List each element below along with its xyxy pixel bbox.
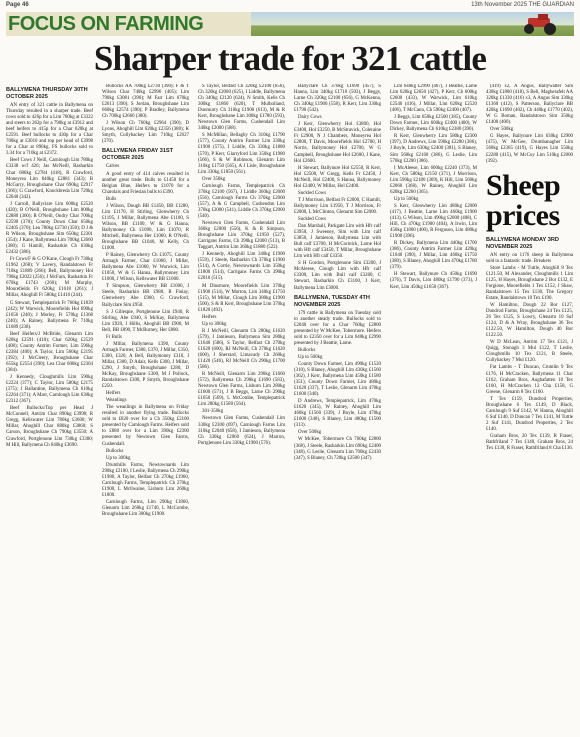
article-paragraph: H Stewart, Ballynure Ch 450kg £1690 (376), T Davis, Lim 480kg £1790 (373), J Kerr, Lim 450kg £1650 (367). bbox=[390, 272, 477, 290]
article-paragraph: Up to 500kg bbox=[298, 354, 323, 360]
article-paragraph: Bulls bbox=[106, 196, 117, 202]
article-paragraph: Over 350kg bbox=[202, 176, 226, 182]
section-label-part2: FARMING bbox=[114, 13, 204, 35]
article-paragraph: J Millar, Ballymena £390, County Armagh Farmer, £380, £370, J Millar, £350, £300, £320, A Bell, Ballymoney £310, J Millar, £300, D Adair, Kells £300, J Millar, £290, J Smyth, Broughshane £280, D McKay, Broughshane £300, M J Pollock, Randalstown £300, P Smyth, Broughshane £250. bbox=[102, 341, 189, 390]
article-paragraph: Carnlough Farms, Lim 290kg £1860, Glenarm Lim 260kg £1740, L McCombe, Broughshane Lim 300kg £1900. bbox=[102, 499, 189, 518]
article-paragraph: W McKee, Tobermore Ch 760kg £2800 (368), J Steele, Rasharkin Lim 690kg £2400 (348), G Leslie, Glenarm Lim 700kg £2430 (347), S Blaney, Ch 720kg £2500 (347). bbox=[294, 437, 381, 461]
article-paragraph: J Wilson Ch 760kg £2964 (390); D Lyons, Ahoghill Lim 620kg £2356 (380); K Smyth, Cullybackey Lim 710kg £2627 (370). bbox=[102, 121, 189, 145]
article-paragraph: W Hamilton, Dough 22 Bor £127, Dundrod Farms, Broughshane 24 Tex £125, 26 Tex £125, S Lowry, Glenarm 10 Suf £124, D & A Wray, Broughshane 36 Tex £122.50, W Hamilton, Dough 40 Bor £122.50. bbox=[486, 302, 573, 339]
article-paragraph: T Simpson, Glenwherry BB £1000, J Steele, Rasharkin BB £980, R Finlay, Glenwherry Abe £960, G Crawford, Ballyclare Sim £950. bbox=[102, 284, 189, 308]
article-paragraph: 301-350kg bbox=[202, 409, 224, 415]
article-paragraph: (419) x2, A Angus, Ballywalter Sim 430kg £1800 (418), S Bell, Magherafelt AA 320kg £1330 (416) x3, A Angus Sim 330kg £1360 (412), S Patterson, Ballyclare BB 420kg £1690 (402), Ch 440kg £1770 (402), W G Boman, Randalstown Sim 350kg £1400 (400). bbox=[486, 84, 573, 126]
tractor-icon bbox=[522, 16, 558, 34]
market-report-subheading: BALLYMENA, TUESDAY 4TH NOVEMBER 2025 bbox=[294, 294, 370, 308]
article-paragraph: Ballyclare Ch 370kg £1690 (457), S Hanna, Lim 340kg £1710 (503), J Beggs, Larne Ch 320kg £2100 (656), G McKenna, Ch 340kg £1900 (558), R Kerr, Lim 330kg £1790 (542). bbox=[294, 84, 381, 114]
article-paragraph: Over 500kg bbox=[298, 430, 322, 436]
article-paragraph: The weanlings in Ballymena on Friday resulted in another flying trade. Bullocks sold to £820 over for a Ch 350kg £2100 presented by Carnlough Farms. Heifers sold to £880 over for a Lim 390kg £2300 presented by Newtown Glen Farms, Cushendall. bbox=[102, 405, 189, 447]
article-paragraph: Dan Marshall, Parkgate Lim with Hfr calf £3950, J Sweeney, Sim with Lim calf £3850, J Jamieson, Ballymena Lim with Bull calf £3700, H McCormick, Larne Hol with Hfr calf £3450, T Millar, Broughshane Lim with Hfr calf £3350. bbox=[294, 224, 381, 260]
article-columns bbox=[6, 84, 573, 729]
market-report-subheading: BALLYMENA FRIDAY 31ST OCTOBER 2025 bbox=[102, 148, 174, 162]
page-headline: Sharper trade for 321 cattle bbox=[93, 39, 487, 78]
article-paragraph: Heifers bbox=[202, 314, 217, 320]
article-paragraph: Beef Bullocks/Top per Head J McConnell, Antrim Char 890kg £3998; R Gregg, Kellswater Lim 780kg £3600; W Millar, Ahoghill Char 880kg £3860; S Carson, Broughshane Ch 790kg £3550; A Crawford, Portglenone Lim 730kg £3380; M Hill, Ballymena Ch 840kg £3690. bbox=[6, 406, 93, 448]
article-paragraph: Newtown Glen Farms, Cushendall Lim 330kg £2300 (697), Carnlough Farms Lim 310kg £2040 (658), I Jamieson, Ballymena Ch 330kg £2060 (624), J Marron, Portglenone Lim 330kg £1900 (576). bbox=[198, 416, 285, 446]
article-paragraph: Over 500kg bbox=[490, 127, 514, 133]
article-paragraph: J Carroll, Ballyclare Lim 600kg £2520 (420); B O'Neill, Broughshane Lim 800kg £2880 (360); R O'Neill, Ondry Char 700kg £2590 (370); County Down Char 650kg £2405 (370); Lea 780kg £2730 (350); D J & R Wilson, Broughshane Sim 650kg £2301 (354); J Kane, Ballymena Lim 700kg £2660 (380); G Hamill, Rasharkin Ch 630kg £2432 (386). bbox=[6, 201, 93, 256]
article-paragraph: S H Gordon, Portglenone Sim £3200, J McAleese, Clough Lim with Hfr calf £3300, Lim with Bull calf £3200, C Stewart, Rasharkin Ch £3100, J Kerr, Ballymena Lim £3000. bbox=[294, 261, 381, 291]
article-paragraph: Carnlough Farms, Templepatrick Ch 370kg £2100 (567), J Liddle 360kg £2000 (556), Carnlough Farms Ch 370kg £2060 (557), A & G Campbell, Cushendun Lim 370kg £2000 (541), Liddle Ch 370kg £2000 (540). bbox=[198, 183, 285, 219]
article-paragraph: R Dickey, Ballymena Lim 440kg £1700 (386), County Antrim Farmer Lim 420kg £1640 (390), J Millar, Lim 460kg £1750 (380), S Blaney, Ahoghill Lim 470kg £1780 (379). bbox=[390, 241, 477, 271]
article-paragraph: G Hayes, Ballynure Lim 630kg £2900 (475), W McGee, Drumbanagher Lim 560kg £2365 (419), G Hayes Lim 550kg £2280 (415), W McCoy Lim 510kg £2000 (392). bbox=[486, 134, 573, 164]
article-paragraph: Fr Cows/F & G O'Kane, Clough Fr 730kg £1962 (268); V Lavery, Randalstown Fr 710kg £1889 (266); Bell, Ballymoney Hol 790kg £2022 (256); J McFarn, Rasharkin Fr 670kg £1743 (260); M Murphy, Moorefields Fr 620kg £1618 (261); J Millar, Ahoghill Fr 580kg £1416 (244). bbox=[6, 257, 93, 299]
article-paragraph: Beef Cows J Neill, Carnlough Lim 780kg £3338 w/f 426; Jas McNeill, Rasharkin Char 688kg £2784 (418), R Crawford, Moneyrea Lim 840kg £2881 (343); B McGarry, Broughshane Char 690kg £2917 (366); G Crawford, Knockbreda Lim 720kg £2640 (342). bbox=[6, 158, 93, 200]
article-paragraph: R Kerr, Glenwherry Lim 580kg £2300 (397), D Andrews, Lim 590kg £2280 (386), J Boyle, Lim 630kg £2400 (381), S Blaney, Sim 560kg £2160 (386), G Leslie, Lim 570kg £2200 (386). bbox=[390, 134, 477, 164]
article-paragraph: P Rainey, Glenwherry Ch £1075, County Armagh Farmer, Char £1060, J Millar, Ballymena Abe £1060, W Warwick, Lim £1050, W & G Hanna, Ballymoney Lim £1000, J Wilson, Kellswater BB £1000. bbox=[102, 253, 189, 283]
page-number: Page 46 bbox=[6, 2, 29, 8]
article-paragraph: Drumhills Farms, Newtownards Lim 290kg £2100, I Leslie, Ballymena Ch 290kg £1980, A Taylor, Belfast Ch 270kg £1960, Carnlough Farms, Templepatrick Ch 270kg £1900, L Mcllwaine, Lisburn Lim 260kg £1800. bbox=[102, 462, 189, 498]
article-paragraph: County Down Farmer, Lim 490kg £1520 (310), S Blaney, Ahoghill Lim 430kg £1560 (362), J Kerr, Ballymena Lim 450kg £1580 (351), County Down Farmer, Lim 480kg £1620 (337), T Leslie, Glenarm Lim 470kg £1600 (340). bbox=[294, 361, 381, 398]
article-paragraph: R McNeill, Glenarm Lim 290kg £1660 (572), Ballymena Ch 290kg £1690 (583), Newtown Glen Farms, Lisburn Lim 280kg £1600 (571), J B Beggs, Larne Ch 290kg £1650 (569), L McCombe, Templepatrick Lim 280kg £1580 (564). bbox=[198, 372, 285, 408]
article-paragraph: 179 cattle in Ballymena on Tuesday sold to another steady trade. Bullocks sold to £2040 over for a Char 760kg £2800 presented by W McKee, Tobermore. Heifers sold to £2350 over for a Lim 640kg £2990 presented by J Beattie, Larne. bbox=[294, 310, 381, 346]
article-paragraph: Lim 640kg £2990 (467), J Beattie, Larne Lim 620kg £2650 (427), P Kerr, Ch 600kg £2600 (433), W Warwick, Lim 610kg £2540 (416), J Millar, Lim 620kg £2520 (406), T McCann, Ch 590kg £2400 (407). bbox=[390, 84, 477, 114]
article-paragraph: Calves bbox=[106, 164, 120, 170]
article-paragraph: D Andrews, Templepatrick, Lim 470kg £1620 (345), W Rainey, Ahoghill Lim 460kg £1560 (339), J Boyle, Lim 470kg £1600 (340), S Blaney, Lim 480kg £1500 (313). bbox=[294, 399, 381, 429]
article-paragraph: G Stewart, Templepatrick Fr 760kg £1839 (242); W Warwick, Moorefields Hol 690kg £1656 (240); J Morley, Fr 570kg £1368 (240); A Rainey, Ballymena Fr 710kg £1689 (238). bbox=[6, 300, 93, 330]
article-paragraph: AN entry of 321 cattle in Ballymena on Thursday resulted in a sharper trade. Beef cows sold to 426p for a Lim 780kg at £3322 and steers to 262p for a 790kg at £3912 and beef heifers to 415p for a Char 620kg at £2591. Beef bullocks to 430p for a Char 700kg at £3010 and top per head of £3998 for a Char at 890kg. FS bullocks sold to 3.34 for a 710kg at £2372. bbox=[6, 103, 93, 157]
article-paragraph: I McAleese, Lim 600kg £2240 (373), M Kerr, Ch 580kg £2150 (371), J Morrison, Lim 590kg £2180 (369), K Hill, Lim 560kg £2060 (368), W Rainey, Ahoghill Lim 620kg £2260 (365). bbox=[390, 165, 477, 195]
article-paragraph: R J McNeill, Glenarm Ch 280kg £1620 (579), I Jamieson, Ballymena Sim 280kg £1640 (586), S Taylor, Belfast Ch 270kg £1620 (600), RJ McNeill, Ch 270kg £1620 (600), J Sherrard, Limavady Ch 260kg £1420 (546), RJ McNeill Ch 290kg £1700 (586). bbox=[198, 328, 285, 371]
article-paragraph: T Tex £159, Dundrod Properties, Broughshane 6 Tex £149, D Black, Carnlough 9 Suf £142, W Hanna, Ahoghill 6 Suf £140, D Duncan 7 Tex £141, M Tuttle 2 Suf £141, Dundrod Properties, 2 Tex £140. bbox=[486, 396, 573, 432]
article-paragraph: A good entry of 414 calves resulted in another great trade. Bulls to £1450 for a Belgian Blue, Heifers to £1070 for a Charolais and Friesian bulls to £390. bbox=[102, 171, 189, 195]
article-paragraph: Heifers bbox=[106, 391, 121, 397]
column-5 bbox=[390, 84, 477, 729]
section-label-part1: FOCUS ON bbox=[8, 13, 115, 35]
article-paragraph: Bullocks bbox=[298, 347, 316, 353]
column-6 bbox=[486, 84, 573, 729]
article-paragraph: H Stewart, Ballynure Hol £2550, R Kerr, Hol £2500, W Gregg, Kells Fr £2450, J McNeill, Hol £2400, S Hanna, Ballymoney Hol £2400, W Millar, Hol £2400. bbox=[294, 165, 381, 189]
article-paragraph: Weanlings bbox=[106, 398, 127, 404]
section-banner bbox=[6, 12, 574, 36]
section-label bbox=[6, 12, 203, 36]
page-header bbox=[6, 2, 574, 12]
article-paragraph: Suckled Cows bbox=[298, 190, 327, 196]
article-paragraph: Suckled Cows bbox=[298, 216, 327, 222]
article-paragraph: S J Gillespie, Portglenone Lim £940, R Stirling, Abe £940, S McKay, Ballymena Lim £920, J Hillis, Ahoghill BB £900, M Bell, BB £890, T McBurney, Her £880. bbox=[102, 309, 189, 333]
article-paragraph: J Kennedy, Cloughmills Lim 590kg £2224 (377); C Taylor, Lim 580kg £2175 (375); J Ballantine, Ballymena Ch 610kg £2264 (371); A Marr, Carnlough Lim 630kg £2312 (367). bbox=[6, 375, 93, 405]
market-report-subheading: BALLYMENA THURSDAY 30TH OCTOBER 2025 bbox=[6, 87, 88, 100]
column-2 bbox=[102, 84, 189, 729]
market-report-subheading: BALLYMENA MONDAY 3RD NOVEMBER 2025 bbox=[486, 236, 559, 250]
article-paragraph: J Kerr, Glenwherry Hol £3800, Hol £3400, Hol £3250, B McStravick, Coleraine Fr £2900, N J Chambers, Moneyrea Hol £2800, T Davis, Moorefields Hol £2700, H Norris, Ballymoney Hol £2700, W G Campbell, Broughshane Hol £2600, J Kane, Hol £2600. bbox=[294, 122, 381, 164]
article-paragraph: Up to 300kg bbox=[106, 455, 131, 461]
column-1 bbox=[6, 84, 93, 729]
article-paragraph: Bullocks AA 700kg £2730 (390); F & T Wilson Char 740kg £2996 (405); Lim 790kg £3081 (390); M Farr Lim 670kg £2613 (390); S Jordan, Broughshane Lim 660kg £2574 (390); P Bradley, Ballymena Ch 700kg £2660 (380). bbox=[102, 84, 189, 120]
article-paragraph: AN entry on 1176 sheep in Ballymena sold to a fantastic trade. Breakers bbox=[486, 252, 573, 264]
article-paragraph: M Dinsmore, Moorefields Lim 370kg £1900 (514), W Morton, Lim 340kg £1750 (515), M Millar, Clough Lim 380kg £1900 (500), S & R Kerr, Broughshane Lim 370kg £1820 (492). bbox=[198, 283, 285, 313]
issue-date: 13th November 2025 THE GUARDIAN bbox=[471, 2, 574, 8]
article-paragraph: J Wilson, Dough BB £1450, BB £1280, Lim £1170, H Stirling, Glenwherry Ch £1195, J Millar, Ballymena Abe £1100, S Wilson, BB £1100, W & G Hanna, Ballymoney Ch £1090, Lim £1070, R Mitchell, Ballymena Her £1060, R O'Neill, Broughshane BB £1040, M Kelly, Ch £1000. bbox=[102, 203, 189, 252]
article-paragraph: Graham Bros, 20 Tex £139, R Fraser, Rathfriland 7 Tex £140, Graham Bros, 24 Tex £138, R Fraser, Rathfriland 8 Cha £136. bbox=[486, 433, 573, 452]
article-paragraph: Up to 500kg bbox=[394, 196, 419, 202]
article-paragraph: Newtown Glen Farms, Cushendall Lim 360kg £2000 (556), K & R Simpson, Broughshane Lim 370kg £1950 (527), Carrigans Farms, Ch 390kg £2000 (513), B Taggart, Antrim Lim 360kg £1880 (522). bbox=[198, 221, 285, 251]
article-paragraph: J Kennedy, Ahoghill Lim 340kg £1900 (559), J Steele, Rasharkin Ch 370kg £1900 (514), A Corrie, Newtownards Lim 350kg £1800 (514), Carrigans Farms Ch 390kg £2010 (515). bbox=[198, 252, 285, 282]
article-paragraph: W D McLean, Antrim 17 Tex £121, J Quigg, Stonagh 3 Mul £122, T Leslie, Cloughmills 10 Tex £121, B Steele, Cullybackey 7 Mul £120. bbox=[486, 340, 573, 364]
article-paragraph: Fat Lambs - T Duncan, Crumlin 9 Tex £176, H McCracken, Ballymena 11 Char £162, Graham Bros, Aughafatten 10 Tex £160, H McCracken 12 Cha £158, G Greene, Glenarm 8 Tex £160. bbox=[486, 365, 573, 395]
article-paragraph: Store Lambs - M Tuttle, Ahoghill 8 Tex £121.50, M Alexander, Cloughmills 1 Lim £125, H Hayes, Broughshane 2 Bor £132, E Forgione, Moorefields 1 Tex £152, J Shaw, Randalstown 15 Tex £130, The Gregory Estate, Randalstown 10 Tex £190. bbox=[486, 265, 573, 301]
article-paragraph: Up to 300kg bbox=[202, 321, 227, 327]
article-paragraph: T J Morrison, Belfast Fr £2000, C Hamill, Ballymoney Lim £1950, T J Morrison, Fr £2000, L McClinton, Glenarm Sim £2000. bbox=[294, 197, 381, 215]
section-headline-sheep-prices: Sheep prices bbox=[486, 168, 561, 232]
article-paragraph: S Taylor, Belfast Ch 320kg £2100 (656), Ch 320kg £2000 (625), I Liddle, Ballymena Ch 340kg £2120 (624), N Smith, Kells Ch 300kg £1860 (620), T Mulholland, Dunmurry Ch 310kg £1900 (613), M & R Kerr, Broughshane Lim 300kg £1780 (593), Newtown Glen Farms, Cushendall Lim 340kg £2000 (588). bbox=[198, 84, 285, 132]
article-paragraph: Bullocks bbox=[106, 448, 124, 454]
article-paragraph: Dairy Cows bbox=[298, 115, 322, 121]
article-paragraph: Beef Heifers/J McBride, Glenarm Lim 620kg £2591 (418); Char 620kg £2529 (408); County Antrim Farmer, Lim 596kg £2384 (400); A Taylor, Lim 560kg £2195 (392); J McCleery, Broughshane Char 655kg £2554 (390); Lea Char 600kg £2304 (384). bbox=[6, 331, 93, 374]
article-paragraph: S McMillan, Bellaghy Ch 310kg £1790 (577), County Antrim Farmer Lim 330kg £1900 (575), I Liddle, Ch 330kg £1880 (570), P Kerr, Glarryford Lim 350kg £1980 (566), S & W Robinson, Glenarm Lim 310kg £1750 (565), A J Lisle, Broughshane Lim 330kg £1850 (561). bbox=[198, 133, 285, 175]
farm-field-image bbox=[251, 12, 574, 36]
article-paragraph: S Kerr, Glenwherry Lim 480kg £2000 (417), J Beattie, Larne Lim 460kg £1900 (413), G Wilson, Lim 490kg £2000 (408), C Hill, Ch 470kg £1900 (404), A Irwin, Lim 450kg £1800 (400), R Ferguson, Lim 480kg £1900 (396). bbox=[390, 203, 477, 240]
column-4 bbox=[294, 84, 381, 729]
article-paragraph: Fr Bulls bbox=[106, 334, 122, 340]
column-3 bbox=[198, 84, 285, 729]
article-paragraph: J Beggs, Lim 650kg £2500 (385), County Down Farmer, Lim 600kg £2400 (400), W Dickey, Ballymena Ch 610kg £2380 (390). bbox=[390, 115, 477, 133]
